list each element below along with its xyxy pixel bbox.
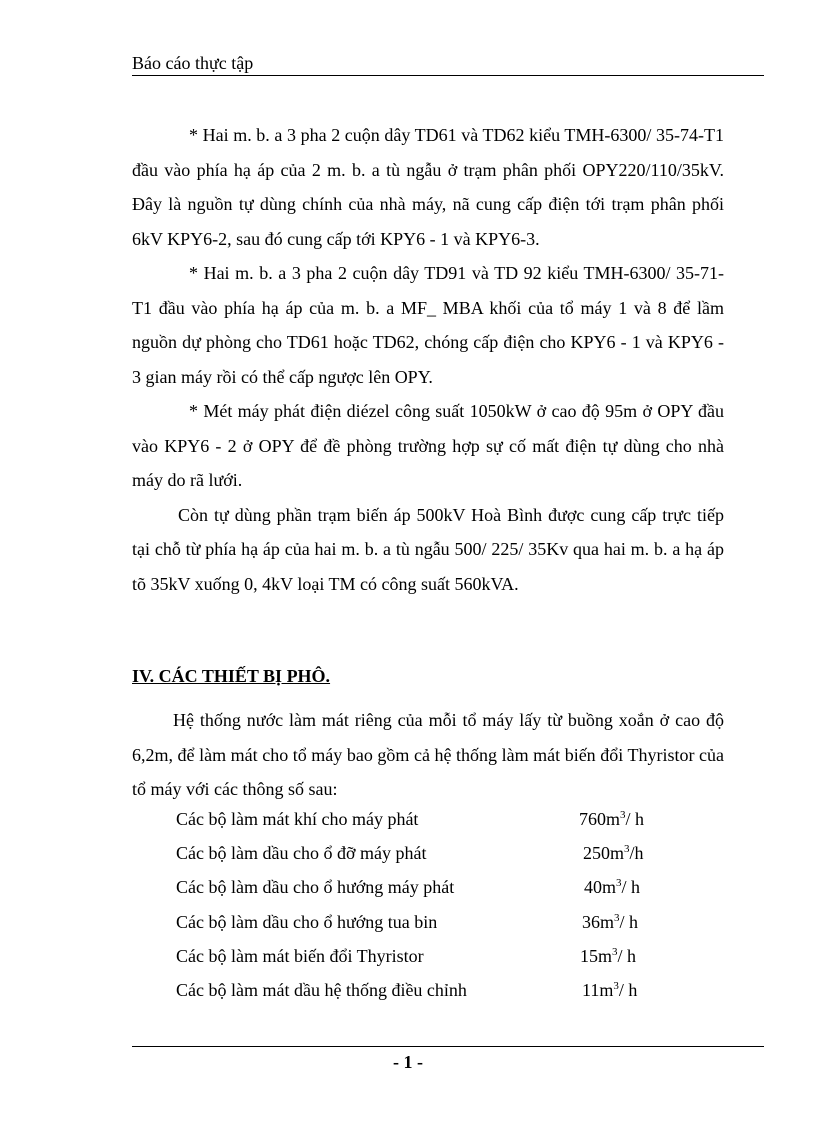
row-name: Các bộ làm dầu cho ổ đỡ máy phát	[176, 843, 427, 864]
body-text	[132, 118, 724, 601]
row-value: $760m^3/$ h	[579, 809, 645, 829]
row-name: Các bộ làm dầu cho ổ hướng máy phát	[176, 877, 455, 898]
header-title: Báo cáo thực tập	[132, 53, 254, 73]
paragraph-td91-td92: * Hai m. b. a 3 pha 2 cuộn dây TD91 và TD 92 kiểu TMH-6300/ 35-71-T1 đầu vào phía hạ áp của m. b. a MF_ MBA khối của tổ máy 1 và 8 để lầm nguồn dự phòng cho TD61 hoặc TD62, chóng cấp điện cho KPY6 - 1 và KPY6 - 3 gian máy rồi có thể cấp ngược lên OPY.	[132, 263, 724, 387]
cooling-parameters-table	[176, 802, 696, 1007]
table-row	[176, 870, 696, 904]
row-value: $40m^3/$ h	[584, 877, 641, 898]
paragraph-td61-td62: * Hai m. b. a 3 pha 2 cuộn dây TD61 và TD62 kiểu TMH-6300/ 35-74-T1 đầu vào phía hạ áp của 2 m. b. a tù ngẫu ở trạm phân phối OPY220/110/35kV. Đây là nguồn tự dùng chính của nhà máy, nã cung cấp điện tới trạm phân phối 6kV KPY6-2, sau đó cung cấp tới KPY6 - 1 và KPY6-3.	[132, 125, 724, 249]
table-row	[176, 973, 696, 1007]
table-row	[176, 939, 696, 973]
table-row	[176, 836, 696, 870]
table-row	[176, 802, 696, 836]
header-divider	[132, 75, 764, 76]
footer-divider	[132, 1046, 764, 1047]
section-intro: Hệ thống nước làm mát riêng của mỗi tổ máy lấy từ buồng xoắn ở cao độ 6,2m, để làm mát cho tổ máy bao gồm cả hệ thống làm mát biến đổi Thyristor của tổ máy với các thông số sau:	[132, 710, 724, 799]
row-value: $36m^3/$ h	[582, 911, 639, 932]
row-name: Các bộ làm dầu cho ổ hướng tua bin	[176, 911, 438, 932]
row-name: Các bộ làm mát dầu hệ thống điều chỉnh	[176, 979, 467, 1000]
page-header	[132, 52, 764, 74]
row-name: Các bộ làm mát biến đổi Thyristor	[176, 945, 424, 966]
paragraph-hoa-binh-substation: Còn tự dùng phần trạm biến áp 500kV Hoà Bình được cung cấp trực tiếp tại chỗ từ phía hạ áp của hai m. b. a tù ngẫu 500/ 225/ 35Kv qua hai m. b. a hạ áp tõ 35kV xuống 0, 4kV loại TM có công suất 560kVA.	[132, 504, 724, 594]
section-heading: IV. CÁC THIẾT BỊ PHÔ.	[132, 666, 331, 686]
table-row	[176, 905, 696, 939]
row-value: $15m^3/$ h	[580, 945, 637, 966]
row-name: Các bộ làm mát khí cho máy phát	[176, 809, 419, 829]
row-value: $11m^3/$ h	[582, 979, 638, 1000]
page-number: - 1 -	[393, 1052, 423, 1072]
section-body	[132, 703, 724, 807]
paragraph-diesel-generator: * Mét máy phát điện diézel công suất 1050kW ở cao độ 95m ở OPY đầu vào KPY6 - 2 ở OPY để đề phòng trường hợp sự cố mất điện tự dùng cho nhà máy do rã lưới.	[132, 401, 724, 490]
row-value: $250m^3/h$	[583, 843, 644, 864]
